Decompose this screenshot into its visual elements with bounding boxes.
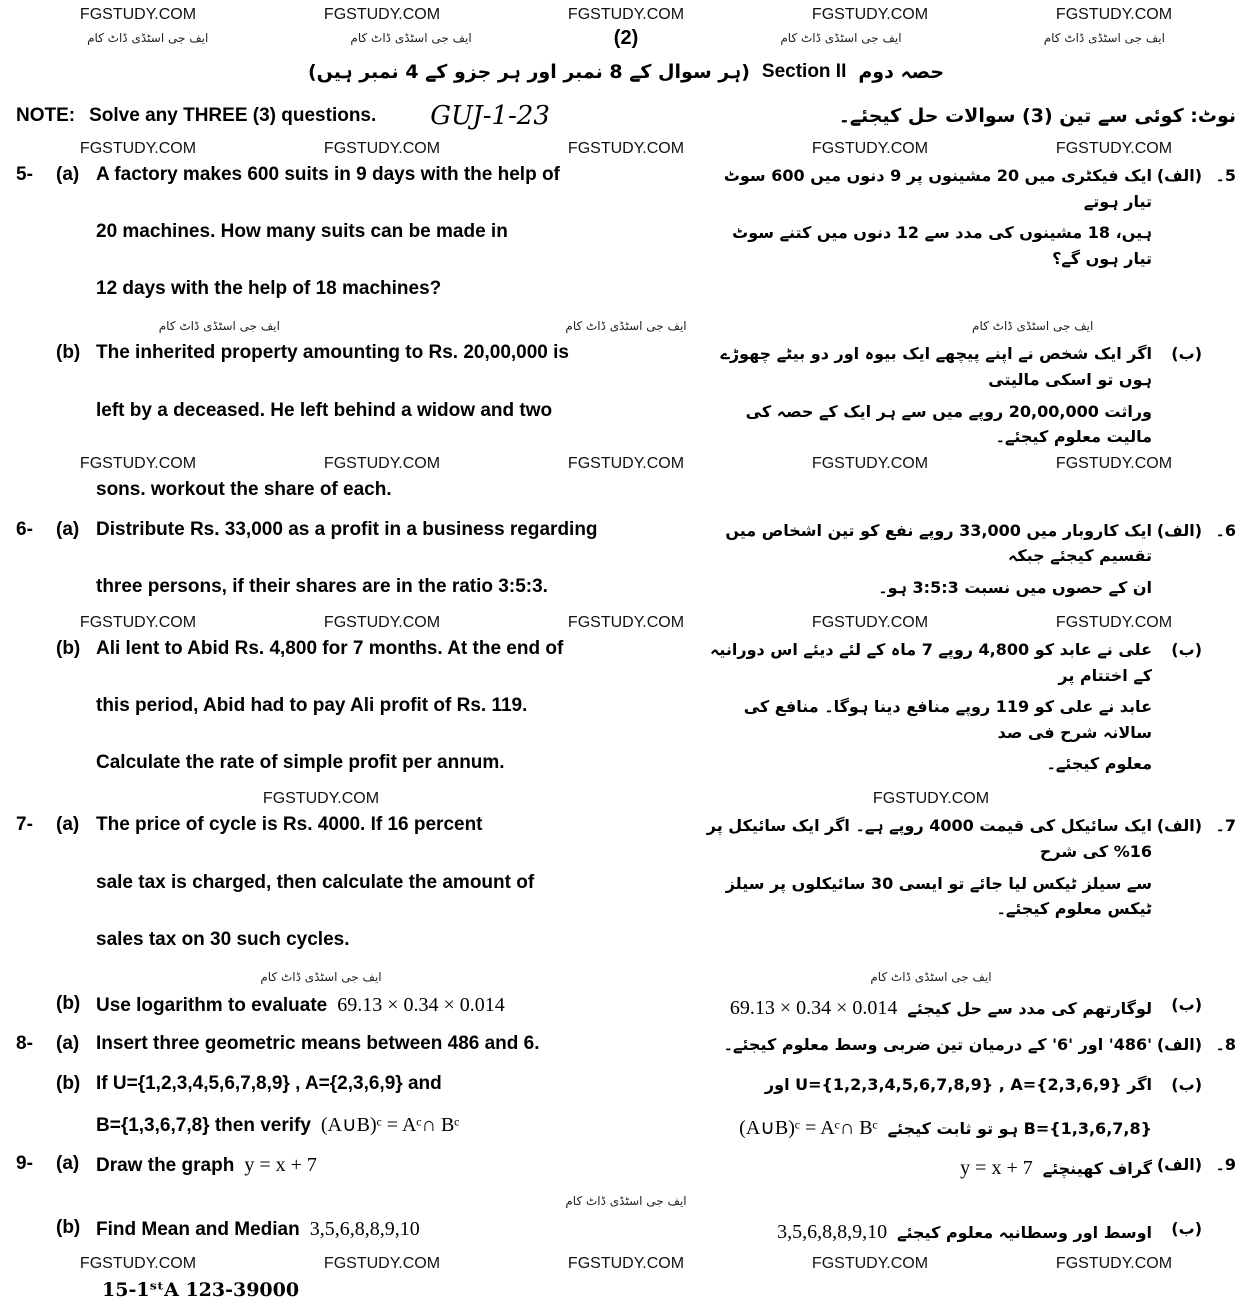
watermark-urdu-row bbox=[16, 965, 1236, 989]
page-number: (2) bbox=[613, 26, 639, 49]
urdu-text: علی نے عابد کو 4,800 روپے 7 ماہ کے لئے دیئے اس دورانیہ کے اختتام پر bbox=[709, 639, 1152, 685]
part-label: (a) bbox=[56, 814, 80, 836]
question-line bbox=[16, 925, 1236, 965]
watermark-text: FGSTUDY.COM bbox=[811, 1254, 929, 1272]
question-text: The inherited property amounting to Rs. 20,00,000 is bbox=[96, 342, 569, 364]
question-number-urdu: 5۔ bbox=[1215, 166, 1236, 185]
question-line bbox=[16, 634, 1236, 691]
part-label: (a) bbox=[56, 1032, 80, 1054]
question-text-urdu bbox=[696, 1032, 1152, 1058]
question-text-urdu bbox=[696, 813, 1152, 864]
question-text-line bbox=[96, 928, 696, 953]
watermark-row bbox=[16, 453, 1236, 475]
urdu-text: عابد نے علی کو 119 روپے منافع دینا ہوگا۔ منافع کی سالانہ شرح فی صد bbox=[743, 697, 1152, 742]
question-text-urdu bbox=[696, 637, 1152, 688]
watermark-text: FGSTUDY.COM bbox=[1055, 613, 1173, 631]
question-text-line bbox=[96, 694, 696, 719]
question-text-urdu bbox=[696, 341, 1152, 392]
handwritten-code: GUJ-1-23 bbox=[430, 101, 550, 131]
question-text-line bbox=[96, 871, 696, 896]
watermark-text: FGSTUDY.COM bbox=[811, 6, 929, 23]
watermark-text: FGSTUDY.COM bbox=[811, 454, 929, 472]
watermark-text: FGSTUDY.COM bbox=[567, 613, 685, 631]
question-text: left by a deceased. He left behind a widow and two bbox=[96, 399, 553, 421]
question-text-line bbox=[96, 341, 696, 366]
question-line bbox=[16, 868, 1236, 925]
watermark-urdu-row bbox=[16, 26, 1236, 50]
watermark-urdu: ایف جی اسٹڈی ڈاٹ کام bbox=[158, 319, 280, 334]
question-text-urdu bbox=[696, 871, 1152, 922]
question-text-urdu bbox=[696, 163, 1152, 214]
question-text-line bbox=[96, 1072, 696, 1097]
question-text-line bbox=[96, 992, 696, 1019]
watermark-text: FGSTUDY.COM bbox=[323, 6, 441, 23]
question-text: sons. workout the share of each. bbox=[96, 478, 392, 500]
watermark-text: FGSTUDY.COM bbox=[567, 6, 685, 23]
question-text: Draw the graph bbox=[96, 1154, 235, 1176]
question-text-line bbox=[96, 751, 696, 776]
watermark-text: FGSTUDY.COM bbox=[79, 1254, 197, 1272]
urdu-text: اگر ایک شخص نے اپنے پیچھے ایک بیوہ اور دو بیٹے چھوڑے ہوں تو اسکی مالیتی bbox=[720, 344, 1152, 389]
question-text: 12 days with the help of 18 machines? bbox=[96, 278, 442, 300]
watermark-row bbox=[16, 1253, 1236, 1275]
section-title: Section II bbox=[761, 60, 847, 82]
watermark-text: FGSTUDY.COM bbox=[79, 613, 197, 631]
question-text: this period, Abid had to pay Ali profit of Rs. 119. bbox=[96, 695, 528, 717]
question-text-line bbox=[96, 1152, 696, 1179]
watermark-row bbox=[16, 138, 1236, 160]
part-label-urdu: (ب) bbox=[1171, 344, 1202, 364]
question-line bbox=[16, 748, 1236, 788]
watermark-row bbox=[16, 788, 1236, 810]
watermark-text: FGSTUDY.COM bbox=[1055, 6, 1173, 23]
watermark-urdu: ایف جی اسٹڈی ڈاٹ کام bbox=[350, 31, 472, 45]
question-number-urdu: 7۔ bbox=[1215, 816, 1236, 836]
part-label: (b) bbox=[56, 342, 81, 364]
question-number: 5- bbox=[16, 164, 33, 185]
section-header bbox=[16, 50, 1236, 94]
urdu-text: اگر U={1,2,3,4,5,6,7,8,9} , A={2,3,6,9} اور bbox=[764, 1074, 1152, 1094]
question-text: B={1,3,6,7,8} then verify bbox=[96, 1114, 311, 1136]
part-label-urdu: (الف) bbox=[1156, 166, 1202, 185]
question-text-urdu bbox=[696, 992, 1152, 1024]
question-line bbox=[16, 572, 1236, 612]
question-text-line bbox=[96, 220, 696, 245]
urdu-text: ہیں، 18 مشینوں کی مدد سے 12 دنوں میں کتنے سوٹ تیار ہوں گے؟ bbox=[732, 223, 1152, 268]
question-text-line bbox=[96, 478, 696, 503]
watermark-urdu: ایف جی اسٹڈی ڈاٹ کام bbox=[780, 31, 902, 45]
watermark-text: FGSTUDY.COM bbox=[79, 454, 197, 472]
question-text-urdu bbox=[696, 1216, 1152, 1248]
question-line bbox=[16, 1109, 1236, 1149]
part-label-urdu: (ب) bbox=[1171, 994, 1202, 1014]
watermark-row bbox=[16, 612, 1236, 634]
question-text-line bbox=[96, 1032, 696, 1057]
watermark-text: FGSTUDY.COM bbox=[1055, 1254, 1173, 1272]
urdu-text: اوسط اور وسطانیہ معلوم کیجئے bbox=[897, 1222, 1152, 1242]
part-label-urdu: (ب) bbox=[1171, 639, 1202, 659]
question-text: Distribute Rs. 33,000 as a profit in a business regarding bbox=[96, 518, 598, 540]
part-label-urdu: (الف) bbox=[1156, 520, 1202, 540]
question-line bbox=[16, 1069, 1236, 1109]
watermark-urdu: ایف جی اسٹڈی ڈاٹ کام bbox=[565, 1193, 687, 1208]
question-line bbox=[16, 338, 1236, 395]
question-text-line bbox=[96, 1112, 696, 1139]
question-text-line bbox=[96, 277, 696, 302]
watermark-text: FGSTUDY.COM bbox=[262, 790, 380, 808]
watermark-text: FGSTUDY.COM bbox=[323, 454, 441, 472]
question-line bbox=[16, 274, 1236, 314]
question-line bbox=[16, 1029, 1236, 1069]
urdu-text: وراثت 20,00,000 روپے میں سے ہر ایک کے حصہ کی مالیت معلوم کیجئے۔ bbox=[745, 401, 1152, 447]
math-expression-urdu-side: 69.13 × 0.34 × 0.014 bbox=[729, 996, 898, 1019]
question-number: 7- bbox=[16, 814, 33, 836]
section-urdu: حصہ دوم bbox=[858, 61, 945, 83]
question-text: The price of cycle is Rs. 4000. If 16 percent bbox=[96, 814, 483, 836]
note-label: NOTE: bbox=[16, 104, 76, 126]
watermark-urdu: ایف جی اسٹڈی ڈاٹ کام bbox=[87, 31, 209, 45]
part-label-urdu: (ب) bbox=[1171, 1074, 1202, 1094]
part-label: (a) bbox=[56, 518, 80, 540]
math-expression-urdu-side: 3,5,6,8,8,9,10 bbox=[777, 1220, 888, 1243]
math-expression: y = x + 7 bbox=[244, 1153, 317, 1176]
watermark-text: FGSTUDY.COM bbox=[567, 1254, 685, 1272]
part-label: (b) bbox=[56, 637, 81, 659]
footer-code: 15-1ˢᵗA 123-39000 bbox=[102, 1278, 300, 1301]
urdu-text: لوگارتھم کی مدد سے حل کیجئے bbox=[907, 998, 1152, 1018]
math-expression: 69.13 × 0.34 × 0.014 bbox=[337, 993, 505, 1016]
question-text-line bbox=[96, 637, 696, 662]
question-line bbox=[16, 396, 1236, 453]
watermark-urdu: ایف جی اسٹڈی ڈاٹ کام bbox=[1043, 31, 1165, 45]
question-line bbox=[16, 1213, 1236, 1253]
urdu-text: ایک سائیکل کی قیمت 4000 روپے ہے۔ اگر ایک سائیکل پر 16% کی شرح bbox=[706, 816, 1152, 861]
question-number-urdu: 9۔ bbox=[1215, 1154, 1236, 1174]
question-text: three persons, if their shares are in the ratio 3:5:3. bbox=[96, 575, 548, 597]
question-text-urdu bbox=[696, 1112, 1152, 1144]
part-label: (a) bbox=[56, 164, 80, 185]
urdu-text: سے سیلز ٹیکس لیا جائے تو ایسی 30 سائیکلوں پر سیلز ٹیکس معلوم کیجئے۔ bbox=[725, 873, 1152, 919]
question-number: 9- bbox=[16, 1152, 33, 1174]
question-number-urdu: 8۔ bbox=[1215, 1034, 1236, 1054]
watermark-text: FGSTUDY.COM bbox=[79, 140, 197, 157]
urdu-text: معلوم کیجئے۔ bbox=[1046, 754, 1152, 774]
question-line bbox=[16, 160, 1236, 217]
question-text-line bbox=[96, 813, 696, 838]
part-label: (b) bbox=[56, 1216, 81, 1238]
question-line bbox=[16, 1149, 1236, 1189]
note-row bbox=[16, 94, 1236, 138]
question-text-urdu bbox=[696, 518, 1152, 569]
watermark-urdu-row bbox=[16, 1189, 1236, 1213]
part-label-urdu: (الف) bbox=[1156, 816, 1202, 836]
watermark-text: FGSTUDY.COM bbox=[567, 454, 685, 472]
watermark-urdu: ایف جی اسٹڈی ڈاٹ کام bbox=[565, 319, 687, 334]
question-text-urdu bbox=[696, 751, 1152, 777]
part-label: (b) bbox=[56, 992, 81, 1014]
part-label-urdu: (الف) bbox=[1156, 1154, 1202, 1174]
watermark-text: FGSTUDY.COM bbox=[1055, 140, 1173, 157]
question-text: Insert three geometric means between 486 and 6. bbox=[96, 1032, 540, 1054]
part-label-urdu: (الف) bbox=[1156, 1034, 1202, 1054]
watermark-text: FGSTUDY.COM bbox=[1055, 454, 1173, 472]
watermark-urdu: ایف جی اسٹڈی ڈاٹ کام bbox=[870, 969, 992, 984]
note-text: Solve any THREE (3) questions. bbox=[89, 104, 377, 126]
question-line bbox=[16, 691, 1236, 748]
urdu-text: گراف کھینچئے bbox=[1042, 1158, 1152, 1178]
part-label: (a) bbox=[56, 1152, 80, 1174]
question-text: Use logarithm to evaluate bbox=[96, 994, 328, 1016]
question-text-urdu bbox=[696, 220, 1152, 271]
question-text-urdu bbox=[696, 1072, 1152, 1098]
watermark-text: FGSTUDY.COM bbox=[872, 790, 990, 808]
question-number-urdu: 6۔ bbox=[1215, 520, 1236, 540]
watermark-text: FGSTUDY.COM bbox=[811, 613, 929, 631]
watermark-urdu: ایف جی اسٹڈی ڈاٹ کام bbox=[972, 319, 1094, 334]
watermark-text: FGSTUDY.COM bbox=[323, 1254, 441, 1272]
question-line bbox=[16, 989, 1236, 1029]
math-expression-urdu-side: (A∪B)ᶜ = Aᶜ∩ Bᶜ bbox=[739, 1116, 878, 1139]
marks-urdu: (ہر سوال کے 8 نمبر اور ہر جزو کے 4 نمبر ہیں) bbox=[307, 61, 750, 83]
urdu-text: ایک فیکٹری میں 20 مشینوں پر 9 دنوں میں 600 سوٹ تیار ہوتے bbox=[723, 166, 1152, 211]
question-line bbox=[16, 475, 1236, 515]
urdu-text: ایک کاروبار میں 33,000 روپے نفع کو تین اشخاص میں تقسیم کیجئے جبکہ bbox=[725, 520, 1152, 566]
question-text: 20 machines. How many suits can be made in bbox=[96, 221, 508, 243]
watermark-text: FGSTUDY.COM bbox=[323, 140, 441, 157]
question-text-urdu bbox=[696, 1152, 1152, 1184]
question-text: Find Mean and Median bbox=[96, 1218, 300, 1240]
question-text-line bbox=[96, 518, 696, 543]
question-line bbox=[16, 810, 1236, 867]
question-line bbox=[16, 515, 1236, 572]
watermark-text: FGSTUDY.COM bbox=[79, 6, 197, 23]
question-text: If U={1,2,3,4,5,6,7,8,9} , A={2,3,6,9} and bbox=[96, 1072, 442, 1094]
question-text: sale tax is charged, then calculate the amount of bbox=[96, 871, 535, 893]
question-text: Ali lent to Abid Rs. 4,800 for 7 months. At the end of bbox=[96, 637, 564, 659]
question-text-urdu bbox=[696, 575, 1152, 601]
watermark-urdu-row bbox=[16, 314, 1236, 338]
math-expression: 3,5,6,8,8,9,10 bbox=[309, 1217, 420, 1240]
part-label: (b) bbox=[56, 1072, 81, 1094]
watermark-row bbox=[16, 4, 1236, 26]
urdu-text: B={1,3,6,7,8} ہو تو ثابت کیجئے bbox=[887, 1118, 1152, 1138]
part-label-urdu: (ب) bbox=[1171, 1218, 1202, 1238]
urdu-text: '486' اور '6' کے درمیان تین ضربی وسط معلوم کیجئے۔ bbox=[723, 1034, 1152, 1054]
question-text-line bbox=[96, 163, 696, 188]
question-number: 8- bbox=[16, 1032, 33, 1054]
question-number: 6- bbox=[16, 518, 33, 540]
question-text: A factory makes 600 suits in 9 days with the help of bbox=[96, 164, 560, 185]
question-text-line bbox=[96, 399, 696, 424]
question-line bbox=[16, 217, 1236, 274]
question-text-urdu bbox=[696, 399, 1152, 450]
watermark-urdu: ایف جی اسٹڈی ڈاٹ کام bbox=[260, 969, 382, 984]
question-text-line bbox=[96, 575, 696, 600]
watermark-text: FGSTUDY.COM bbox=[323, 613, 441, 631]
math-expression-urdu-side: y = x + 7 bbox=[960, 1156, 1033, 1179]
note-urdu: نوٹ: کوئی سے تین (3) سوالات حل کیجئے۔ bbox=[838, 105, 1236, 127]
watermark-text: FGSTUDY.COM bbox=[811, 140, 929, 157]
question-text: sales tax on 30 such cycles. bbox=[96, 928, 350, 950]
math-expression: (A∪B)ᶜ = Aᶜ∩ Bᶜ bbox=[320, 1113, 460, 1136]
question-text-line bbox=[96, 1216, 696, 1243]
question-text-urdu bbox=[696, 694, 1152, 745]
urdu-text: ان کے حصوں میں نسبت 3:5:3 ہو۔ bbox=[878, 577, 1152, 597]
question-text: Calculate the rate of simple profit per annum. bbox=[96, 752, 505, 774]
watermark-text: FGSTUDY.COM bbox=[567, 140, 685, 157]
